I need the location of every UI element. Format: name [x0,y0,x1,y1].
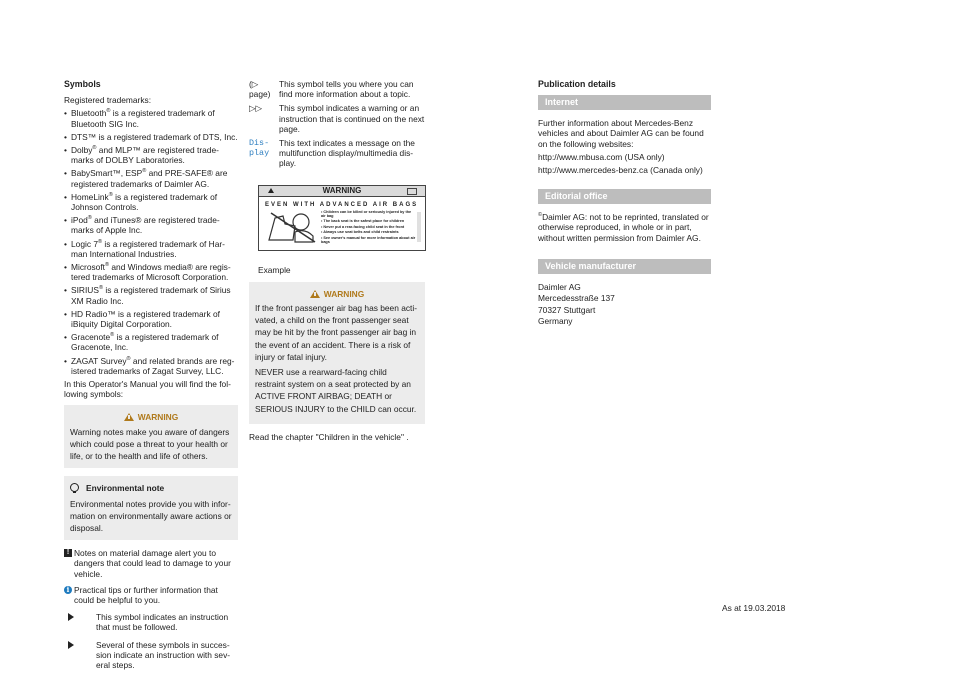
multistep-note [64,640,238,671]
trademark-item: • SIRIUS® is a registered trademark of Sirius XM Radio Inc. [64,285,238,305]
environmental-title: Environmental note [70,482,232,494]
trademark-item: • Gracenote® is a registered trademark of Gracenote, Inc. [64,332,238,352]
arrow-right-icon [68,613,74,621]
symbol-key: Display [249,138,270,159]
child-seat-airbag-icon [265,210,318,244]
manual-icon [407,188,417,195]
multistep-note-text: Several of these symbols in succession indicate an instruction with several steps. [96,639,231,670]
airbag-warning-box [249,282,425,424]
symbol-desc: This text indicates a message on the multifunction display/multimedia display. [279,138,415,169]
info-note-text: Practical tips or further information that could be helpful to you. [74,584,218,605]
environmental-box [64,476,238,540]
symbol-key: (▷ page) [249,79,271,100]
symbols-column [64,79,238,676]
info-icon: i [64,586,72,594]
url-canada[interactable]: http://www.mercedes-benz.ca (Canada only) [538,165,703,176]
lightbulb-icon [70,483,79,492]
damage-note-text: Notes on material damage alert you to dangers that could lead to damage to your vehicle. [74,548,231,579]
damage-note [64,548,238,579]
warning-triangle-icon [124,413,134,421]
internet-text: Further information about Mercedes-Benz vehicles and about Daimler AG can be found on the following websites: [538,118,704,149]
warning-paragraph: If the front passenger air bag has been activated, a child on the front passenger seat may be hit by the front passenger air bag in the event of an accident. There is a risk of injury or fatal injury. [255,303,418,362]
info-note [64,585,238,605]
url-usa[interactable]: http://www.mbusa.com (USA only) [538,151,665,162]
warning-title: WARNING [255,288,419,300]
warning-title: WARNING [70,411,232,423]
trademark-item: • HD Radio™ is a registered trademark of iBiquity Digital Corporation. [64,309,238,329]
trademark-list [64,108,238,376]
trademark-item: • iPod® and iTunes® are registered trademarks of Apple Inc. [64,215,238,235]
warning-box [64,405,238,468]
symbols-intro: In this Operator's Manual you will find the following symbols: [64,379,231,400]
symbol-row [249,79,425,103]
instruction-note-text: This symbol indicates an instruction that must be followed. [96,612,229,633]
symbols-heading: Symbols [64,79,101,89]
warning-text: Warning notes make you aware of dangers which could pose a threat to your health or life, or to the health and life of others. [70,426,230,462]
manufacturer-address: Daimler AG Mercedesstraße 137 70327 Stuttgart Germany [538,281,615,327]
trademarks-intro: Registered trademarks: [64,95,152,106]
trademark-item: • HomeLink® is a registered trademark of Johnson Controls. [64,192,238,212]
as-at-date: As at 19.03.2018 [722,603,786,613]
environmental-text: Environmental notes provide you with information on environmentally aware actions or disposal. [70,498,232,533]
warning-triangle-icon [310,290,320,298]
symbol-table [249,79,425,173]
trademark-item: • ZAGAT Survey® and related brands are registered trademarks of Zagat Survey, LLC. [64,356,238,376]
symbol-row [249,103,425,138]
label-items: • Children can be killed or seriously injured by the air bag • The back seat is the safest place for children • Never put a rear-facing child seat in the front • Always use seat belts and child restraints • See owner's manual for more information about air bags [321,209,416,245]
label-subtitle: EVEN WITH ADVANCED AIR BAGS [265,201,419,208]
warning-paragraph: NEVER use a rearward-facing child restraint system on a seat protected by an ACTIVE FRONT AIRBAG; DEATH or SERIOUS INJURY to the CHILD can occur. [255,367,417,414]
label-strip [417,212,421,242]
editorial-section-header: Editorial office [538,189,711,204]
publication-column [538,79,711,328]
image-caption: Example [258,264,291,275]
instruction-note [64,612,238,632]
editorial-text: ©Daimler AG: not to be reprinted, translated or otherwise reproduced, in whole or in part, without written permission from Daimler AG. [538,212,709,243]
symbol-desc: This symbol indicates a warning or an instruction that is continued on the next page. [279,103,425,134]
label-title: WARNING [259,186,425,197]
trademark-item: • Microsoft® and Windows media® are registered trademarks of Microsoft Corporation. [64,262,238,282]
manufacturer-section-header: Vehicle manufacturer [538,259,711,274]
trademark-item: • Bluetooth® is a registered trademark of Bluetooth SIG Inc. [64,108,238,128]
trademark-item: • Logic 7® is a registered trademark of Harman International Industries. [64,239,238,259]
symbols-continued-column [249,79,425,445]
arrow-right-icon [68,641,74,649]
internet-section-header: Internet [538,95,711,110]
warning-triangle-icon [268,188,274,193]
exclamation-icon: ! [64,549,72,557]
trademark-item: • DTS™ is a registered trademark of DTS, Inc. [64,132,238,142]
symbol-key: ▷▷ [249,103,262,114]
symbol-desc: This symbol tells you where you can find more information about a topic. [279,79,414,100]
trademark-item: • Dolby® and MLP™ are registered trademarks of DOLBY Laboratories. [64,145,238,165]
symbol-row [249,138,425,173]
publication-heading: Publication details [538,79,616,89]
airbag-warning-label [258,185,426,251]
trademark-item: • BabySmart™, ESP® and PRE-SAFE® are registered trademarks of Daimler AG. [64,168,238,188]
chapter-reference: Read the chapter "Children in the vehicle" . [249,431,409,442]
